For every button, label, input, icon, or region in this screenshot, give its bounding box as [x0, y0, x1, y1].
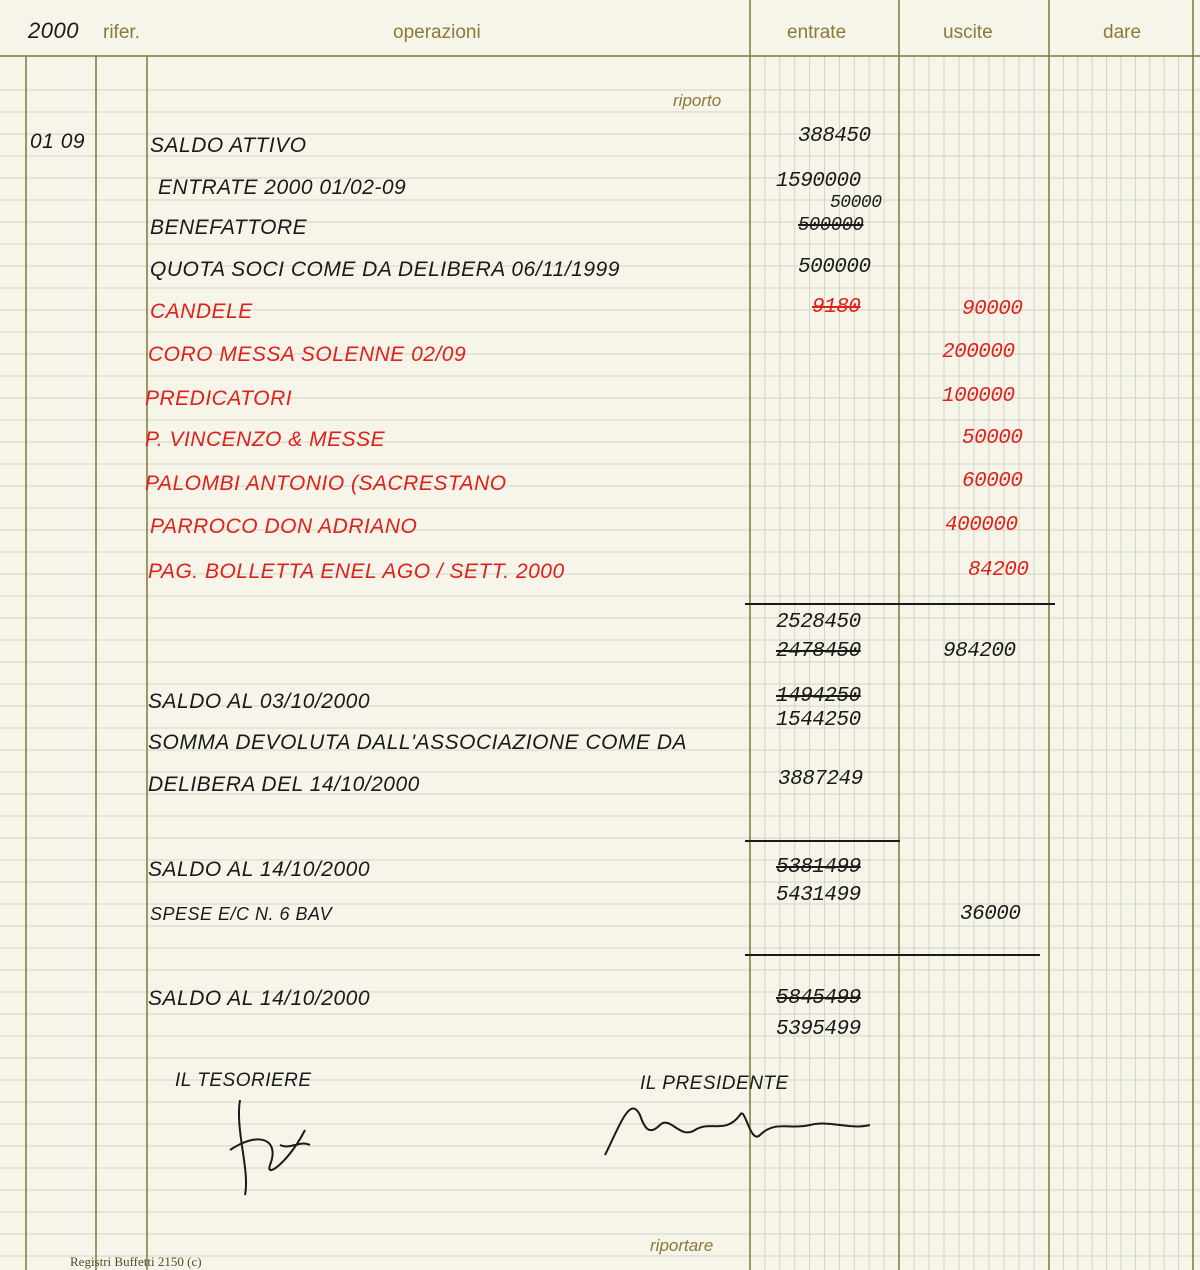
- riporto-label: riporto: [673, 91, 722, 110]
- row-entrate: 388450: [798, 125, 871, 148]
- row-label: SALDO ATTIVO: [150, 134, 307, 157]
- row-uscite: 200000: [942, 341, 1015, 364]
- saldo-1410a-struck: 5381499: [776, 856, 861, 879]
- saldo-1410b-struck: 5845499: [776, 987, 861, 1010]
- row-uscite: 84200: [968, 559, 1029, 582]
- row-entrate: 500000: [798, 256, 871, 279]
- row-label: PARROCO DON ADRIANO: [150, 515, 418, 538]
- row-uscite: 400000: [945, 514, 1018, 537]
- year-header: 2000: [28, 18, 79, 43]
- row-label: CANDELE: [150, 300, 253, 323]
- row-uscite: 50000: [962, 427, 1023, 450]
- row-label: BENEFATTORE: [150, 216, 308, 239]
- col-dare-header: dare: [1103, 22, 1142, 43]
- row-label: QUOTA SOCI COME DA DELIBERA 06/11/1999: [150, 258, 620, 281]
- footer-code: 2150 (c): [157, 1254, 202, 1269]
- row-uscite: 90000: [962, 298, 1023, 321]
- footer-brand-text: Registri Buffetti: [70, 1254, 155, 1269]
- total-entrate: 2528450: [776, 611, 861, 634]
- spese-uscite: 36000: [960, 903, 1021, 926]
- saldo-0310-value: 1544250: [776, 709, 861, 732]
- saldo-1410a-value: 5431499: [776, 884, 861, 907]
- col-uscite-header: uscite: [943, 22, 993, 43]
- row-uscite: 60000: [962, 470, 1023, 493]
- row-label: ENTRATE 2000 01/02-09: [158, 176, 407, 199]
- somma-label-line1: SOMMA DEVOLUTA DALL'ASSOCIAZIONE COME DA: [148, 731, 687, 754]
- col-entrate-header: entrate: [787, 22, 847, 43]
- row-entrate-struck: 9180: [812, 296, 861, 319]
- spese-label: SPESE E/C N. 6 BAV: [150, 904, 333, 924]
- row-entrate: 50000: [830, 193, 882, 213]
- saldo-1410b-label: SALDO AL 14/10/2000: [148, 987, 370, 1010]
- riportare-label: riportare: [650, 1236, 714, 1255]
- somma-value: 3887249: [778, 768, 863, 791]
- row-label: CORO MESSA SOLENNE 02/09: [148, 343, 467, 366]
- presidente-label: IL PRESIDENTE: [640, 1073, 789, 1094]
- entry-date: 01 09: [30, 130, 86, 153]
- somma-label-line2: DELIBERA DEL 14/10/2000: [148, 773, 420, 796]
- row-uscite: 100000: [942, 385, 1015, 408]
- col-operazioni-header: operazioni: [393, 22, 481, 43]
- footer-brand: [70, 1254, 202, 1270]
- saldo-1410b-value: 5395499: [776, 1018, 861, 1041]
- saldo-1410a-label: SALDO AL 14/10/2000: [148, 858, 370, 881]
- saldo-0310-label: SALDO AL 03/10/2000: [148, 690, 370, 713]
- row-entrate: 1590000: [776, 170, 861, 193]
- total-entrate-struck: 2478450: [776, 640, 861, 663]
- total-uscite: 984200: [943, 640, 1016, 663]
- tesoriere-signature: [210, 1090, 330, 1210]
- tesoriere-label: IL TESORIERE: [175, 1070, 312, 1091]
- row-label: P. VINCENZO & MESSE: [145, 428, 386, 451]
- col-rifer-header: rifer.: [103, 22, 140, 43]
- row-label: PALOMBI ANTONIO (SACRESTANO: [145, 472, 507, 495]
- row-label: PREDICATORI: [145, 387, 293, 410]
- saldo-0310-struck: 1494250: [776, 685, 861, 708]
- presidente-signature: [600, 1085, 880, 1165]
- row-label: PAG. BOLLETTA ENEL AGO / SETT. 2000: [148, 560, 565, 583]
- row-entrate-struck: 500000: [798, 214, 864, 236]
